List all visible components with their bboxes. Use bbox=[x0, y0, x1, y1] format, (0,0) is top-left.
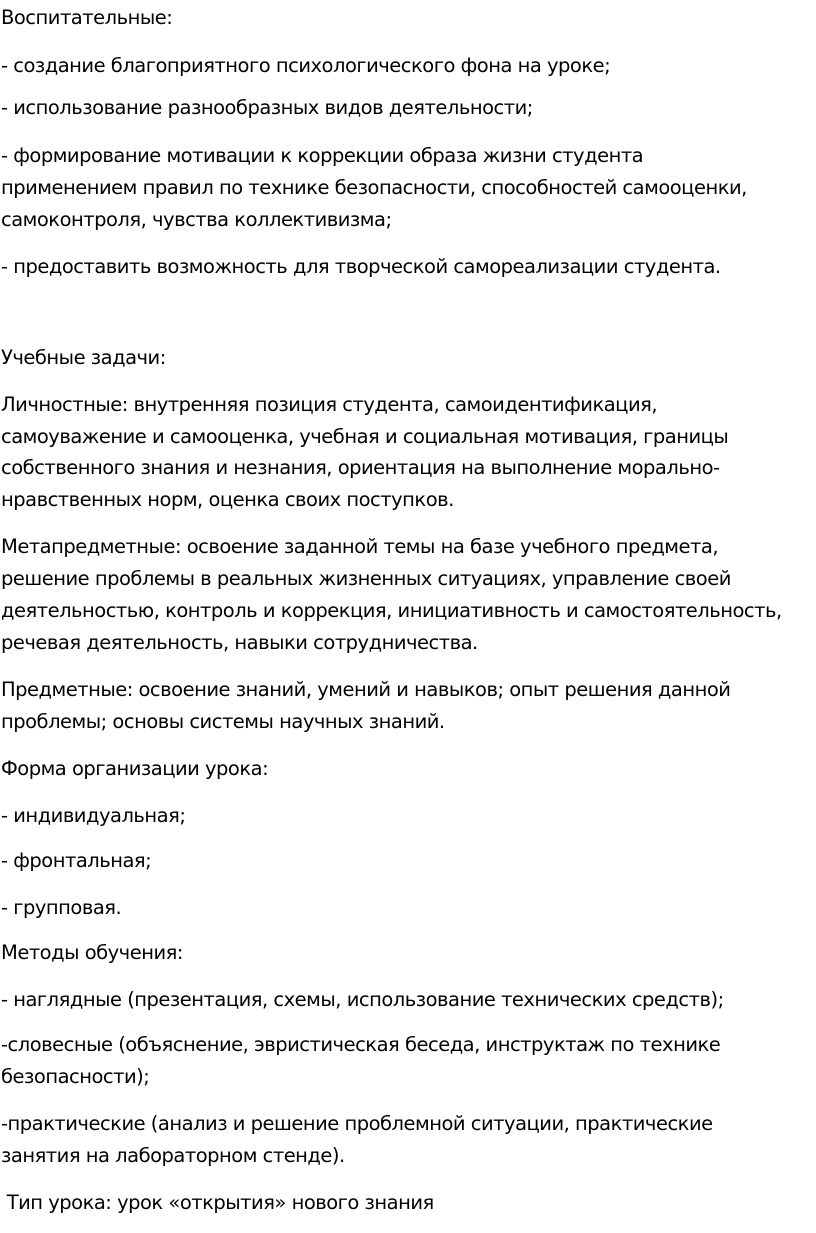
paragraph-line: - формирование мотивации к коррекции образа жизни студента bbox=[1, 144, 644, 167]
list-item: - групповая. bbox=[1, 896, 122, 919]
paragraph-line: безопасности); bbox=[1, 1065, 150, 1088]
paragraph-line: речевая деятельность, навыки сотрудничества. bbox=[1, 631, 478, 654]
paragraph-line: проблемы; основы системы научных знаний. bbox=[1, 710, 445, 733]
list-item: - наглядные (презентация, схемы, использование технических средств); bbox=[1, 988, 724, 1011]
list-item: -словесные (объяснение, эвристическая беседа, инструктаж по технике bbox=[1, 1033, 721, 1056]
list-item: - использование разнообразных видов деятельности; bbox=[1, 96, 533, 119]
heading-lesson-form: Форма организации урока: bbox=[1, 757, 269, 780]
heading-learning-tasks: Учебные задачи: bbox=[1, 346, 166, 369]
paragraph-line: нравственных норм, оценка своих поступков. bbox=[1, 488, 454, 511]
list-item: - фронтальная; bbox=[1, 849, 152, 872]
paragraph-line: самоконтроля, чувства коллективизма; bbox=[1, 208, 392, 231]
paragraph-line: Метапредметные: освоение заданной темы на базе учебного предмета, bbox=[1, 535, 719, 558]
paragraph-line: собственного знания и незнания, ориентация на выполнение морально- bbox=[1, 456, 720, 479]
list-item: - предоставить возможность для творческой самореализации студента. bbox=[1, 255, 721, 278]
list-item: -практические (анализ и решение проблемной ситуации, практические bbox=[1, 1112, 713, 1135]
paragraph-line: занятия на лабораторном стенде). bbox=[1, 1144, 345, 1167]
paragraph-line: Личностные: внутренняя позиция студента, самоидентификация, bbox=[1, 393, 658, 416]
paragraph-line: применением правил по технике безопасности, способностей самооценки, bbox=[1, 176, 747, 199]
paragraph-line: решение проблемы в реальных жизненных ситуациях, управление своей bbox=[1, 567, 731, 590]
heading-teaching-methods: Методы обучения: bbox=[1, 941, 183, 964]
paragraph-line: деятельностью, контроль и коррекция, инициативность и самостоятельность, bbox=[1, 599, 782, 622]
paragraph-line: самоуважение и самооценка, учебная и социальная мотивация, границы bbox=[1, 425, 729, 448]
lesson-type-line: Тип урока: урок «открытия» нового знания bbox=[1, 1191, 434, 1214]
heading-educational: Воспитательные: bbox=[1, 6, 173, 29]
paragraph-line: Предметные: освоение знаний, умений и навыков; опыт решения данной bbox=[1, 678, 731, 701]
list-item: - создание благоприятного психологического фона на уроке; bbox=[1, 54, 611, 77]
list-item: - индивидуальная; bbox=[1, 804, 186, 827]
